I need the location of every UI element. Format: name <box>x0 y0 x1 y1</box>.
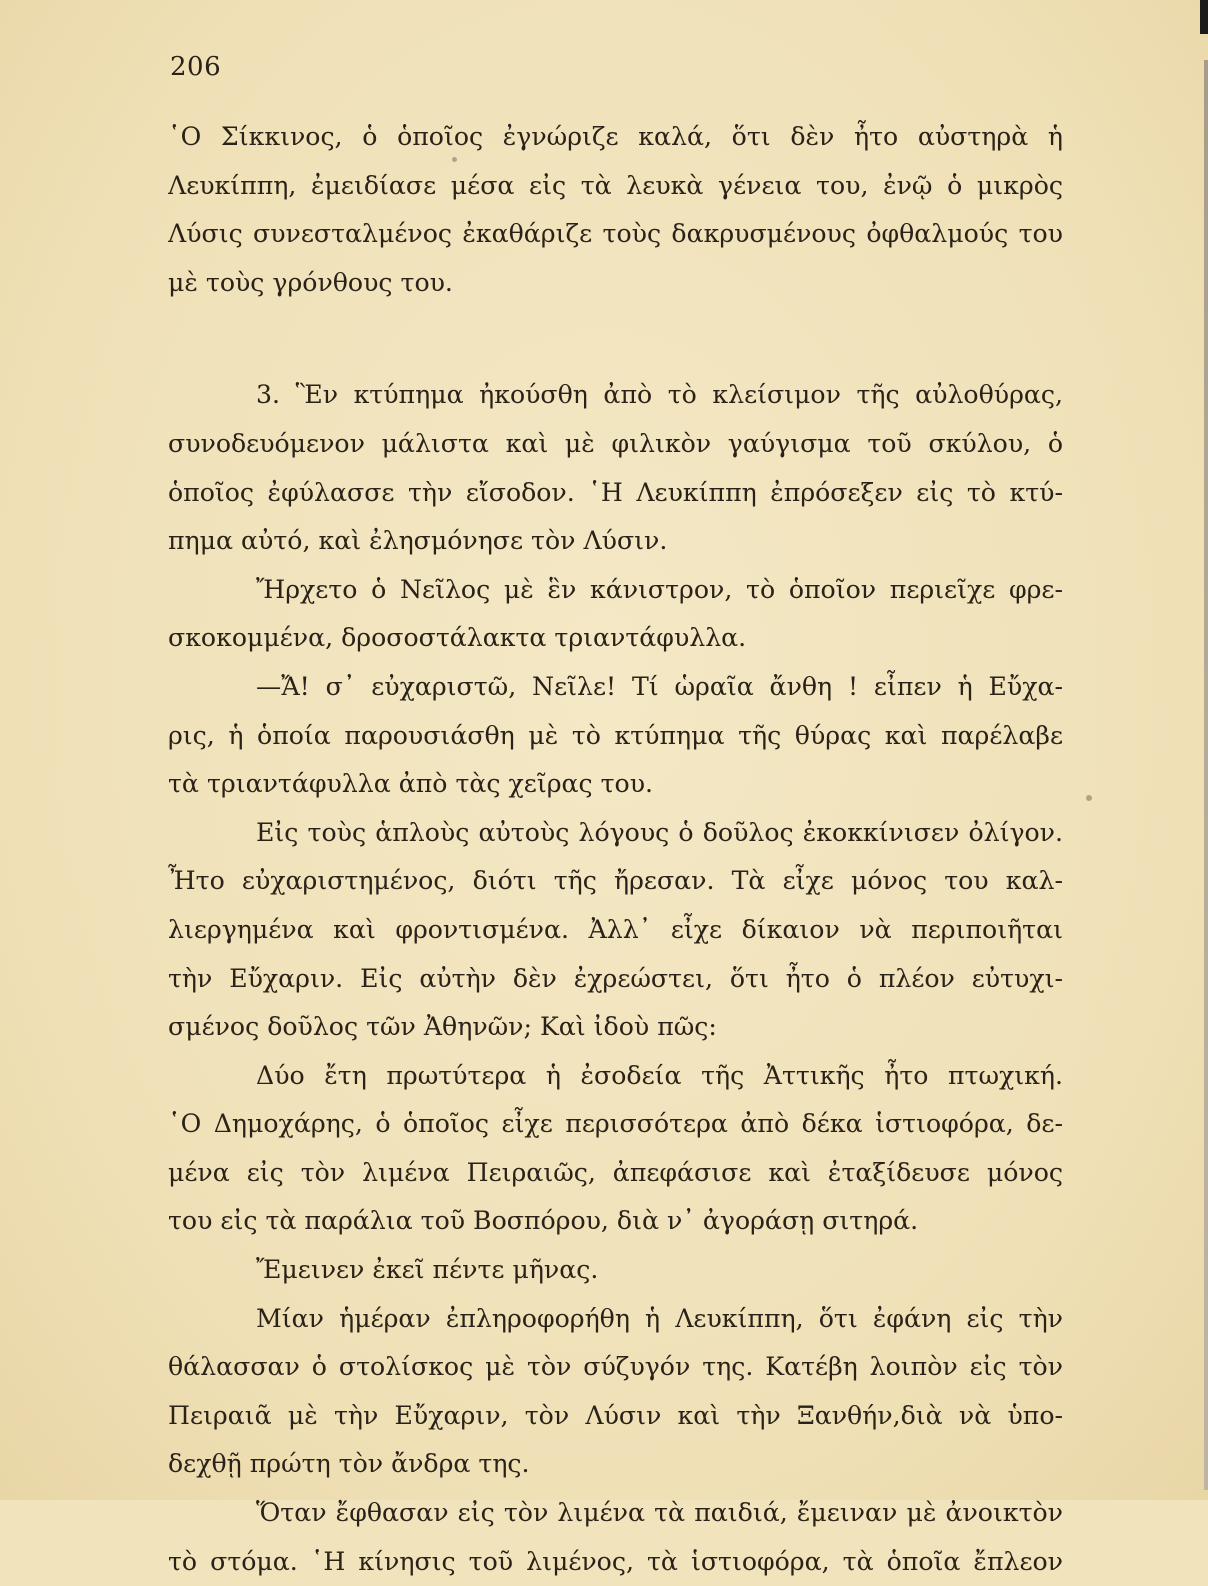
text-line: μένα εἰς τὸν λιμένα Πειραιῶς, ἀπεφάσισε καὶ ἐταξίδευσε μόνος <box>168 1157 1063 1187</box>
text-line: θάλασσαν ὁ στολίσκος μὲ τὸν σύζυγόν της. Κατέβη λοιπὸν εἰς τὸν <box>168 1352 1063 1382</box>
text-line: Λευκίππη, ἐμειδίασε μέσα εἰς τὰ λευκὰ γένεια του, ἐνῷ ὁ μικρὸς <box>168 170 1063 200</box>
text-line: Δύο ἔτη πρωτύτερα ἡ ἐσοδεία τῆς Ἀττικῆς ἦτο πτωχική. <box>256 1060 1063 1090</box>
text-line: Ἤρχετο ὁ Νεῖλος μὲ ἓν κάνιστρον, τὸ ὁποῖον περιεῖχε φρε- <box>256 574 1063 604</box>
text-line: Πειραιᾶ μὲ τὴν Εὔχαριν, τὸν Λύσιν καὶ τὴν Ξανθήν,διὰ νὰ ὑπο- <box>168 1400 1063 1430</box>
text-line: ρις, ἡ ὁποία παρουσιάσθη μὲ τὸ κτύπημα τῆς θύρας καὶ παρέλαβε <box>168 720 1063 750</box>
text-line: Ἦτο εὐχαριστημένος, διότι τῆς ἤρεσαν. Τὰ εἶχε μόνος του καλ- <box>168 866 1063 896</box>
text-line: τὰ τριαντάφυλλα ἀπὸ τὰς χεῖρας του. <box>168 769 654 799</box>
text-line: ὁποῖος ἐφύλασσε τὴν εἴσοδον. ῾Η Λευκίππη ἐπρόσεξεν εἰς τὸ κτύ- <box>168 477 1063 507</box>
text-line: Ἔμεινεν ἐκεῖ πέντε μῆνας. <box>256 1255 599 1285</box>
text-line: Εἰς τοὺς ἁπλοὺς αὐτοὺς λόγους ὁ δοῦλος ἐκοκκίνισεν ὀλίγον. <box>256 817 1063 847</box>
page-edge-shadow <box>1204 60 1208 1490</box>
text-line: του εἰς τὰ παράλια τοῦ Βοσπόρου, διὰ ν᾽ ἀγοράσῃ σιτηρά. <box>168 1206 919 1236</box>
paragraph-gap <box>168 307 1063 371</box>
text-line: σμένος δοῦλος τῶν Ἀθηνῶν; Καὶ ἰδοὺ πῶς: <box>168 1012 717 1042</box>
text-line: πημα αὐτό, καὶ ἐλησμόνησε τὸν Λύσιν. <box>168 526 668 556</box>
binding-edge-mark <box>1200 0 1208 34</box>
text-line: Μίαν ἡμέραν ἐπληροφορήθη ἡ Λευκίππη, ὅτι ἐφάνη εἰς τὴν <box>256 1303 1063 1333</box>
text-line: τὴν Εὔχαριν. Εἰς αὐτὴν δὲν ἐχρεώστει, ὅτι ἦτο ὁ πλέον εὐτυχι- <box>168 963 1063 993</box>
text-line: συνοδευόμενον μάλιστα καὶ μὲ φιλικὸν γαύγισμα τοῦ σκύλου, ὁ <box>168 428 1063 458</box>
text-line: τὸ στόμα. ῾Η κίνησις τοῦ λιμένος, τὰ ἱστιοφόρα, τὰ ὁποῖα ἔπλεον <box>168 1546 1063 1576</box>
body-text <box>168 113 1063 1586</box>
text-line: δεχθῇ πρώτη τὸν ἄνδρα της. <box>168 1449 530 1479</box>
text-line: ῾Ο Σίκκινος, ὁ ὁποῖος ἐγνώριζε καλά, ὅτι δὲν ἦτο αὐστηρὰ ἡ <box>168 122 1063 151</box>
paper-speck <box>452 157 457 162</box>
text-line: 3. Ἓν κτύπημα ἠκούσθη ἀπὸ τὸ κλείσιμον τῆς αὐλοθύρας, <box>256 380 1063 410</box>
paper-speck <box>1086 795 1092 801</box>
text-line: Ὅταν ἔφθασαν εἰς τὸν λιμένα τὰ παιδιά, ἔμειναν μὲ ἀνοικτὸν <box>256 1498 1063 1528</box>
text-line: Λύσις συνεσταλμένος ἐκαθάριζε τοὺς δακρυσμένους ὀφθαλμούς του <box>168 219 1063 249</box>
text-line: ῾Ο Δημοχάρης, ὁ ὁποῖος εἶχε περισσότερα ἀπὸ δέκα ἱστιοφόρα, δε- <box>168 1109 1063 1139</box>
text-line: μὲ τοὺς γρόνθους του. <box>168 267 453 297</box>
text-line: —Ἄ! σ᾽ εὐχαριστῶ, Νεῖλε! Τί ὡραῖα ἄνθη ! εἶπεν ἡ Εὔχα- <box>256 671 1063 701</box>
text-line: σκοκομμένα, δροσοστάλακτα τριαντάφυλλα. <box>168 623 747 653</box>
page-number: 206 <box>170 52 222 82</box>
text-line: λιεργημένα καὶ φροντισμένα. Ἀλλ᾽ εἶχε δίκαιον νὰ περιποιῆται <box>168 914 1063 944</box>
